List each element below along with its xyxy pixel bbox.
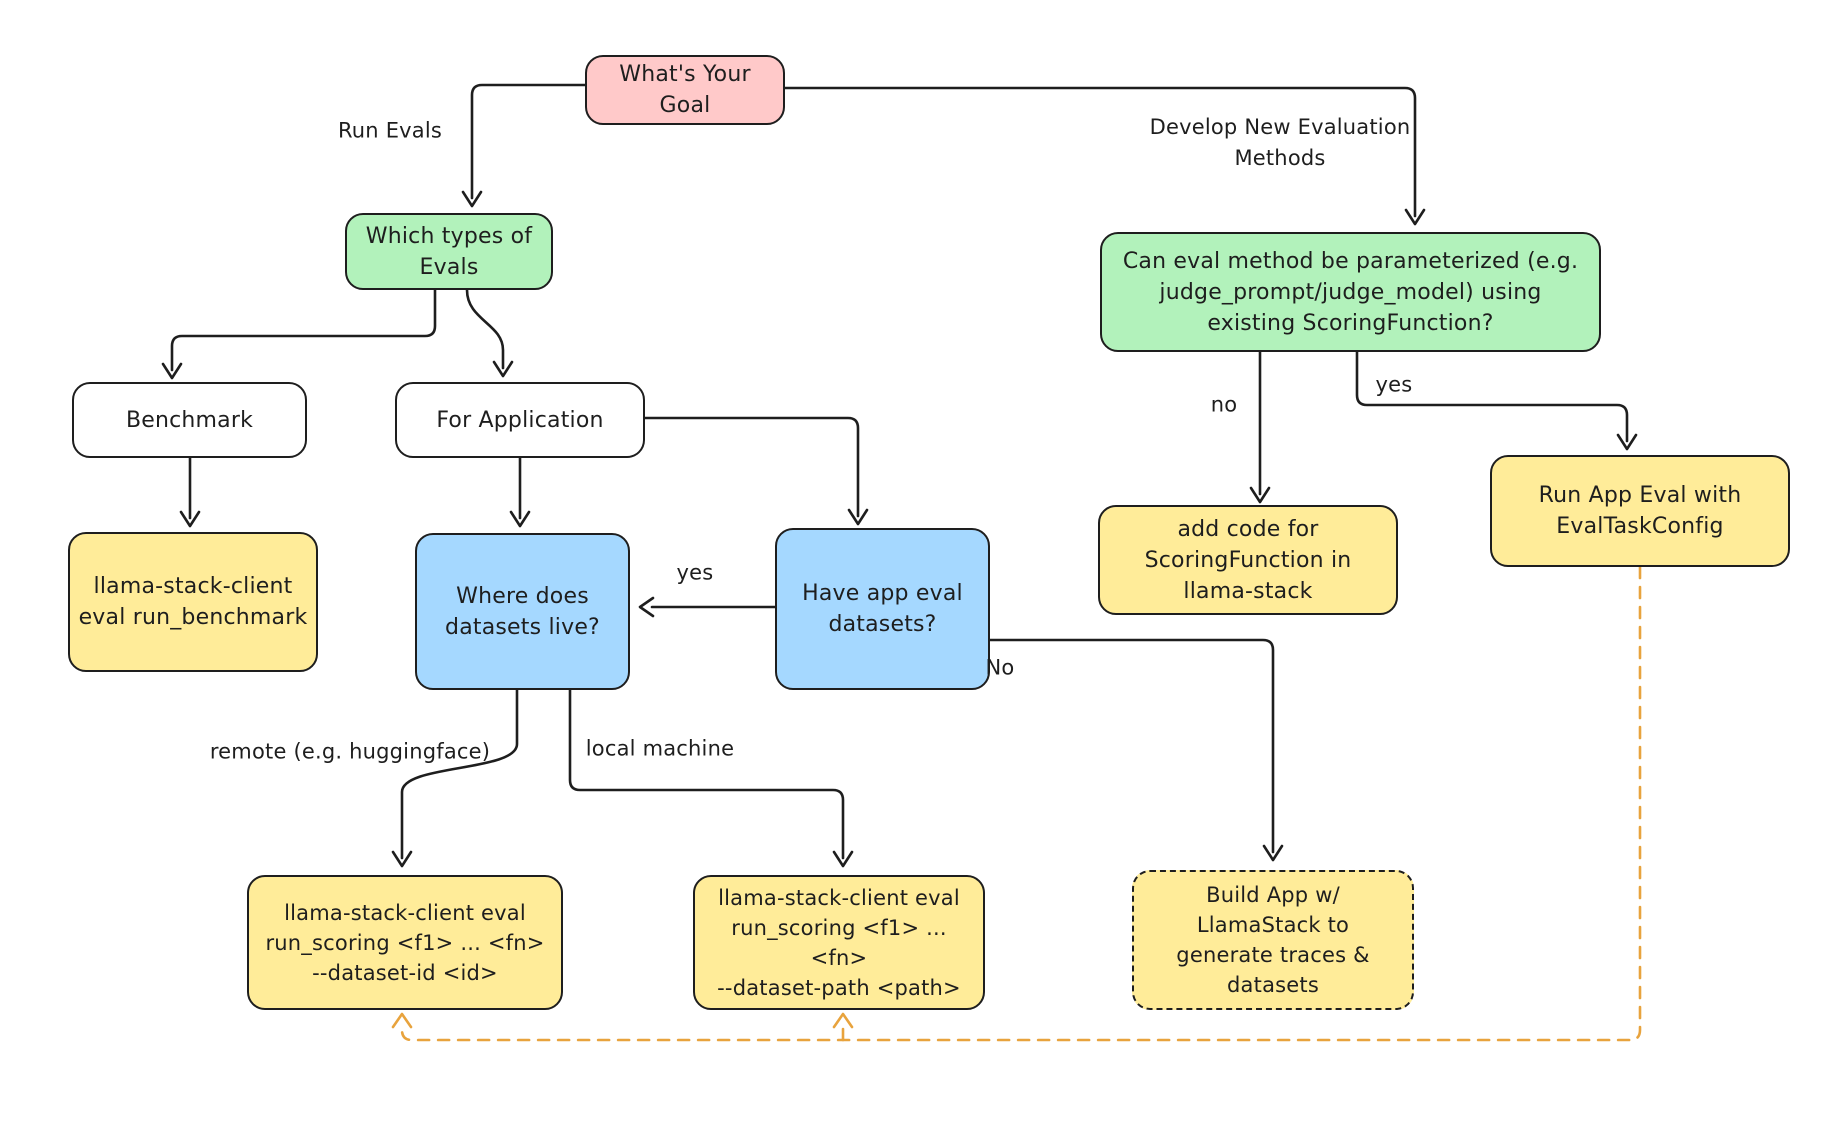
node-label-line: datasets live? (445, 614, 600, 640)
edge-label-yes-have-datasets: yes (676, 560, 714, 585)
node-label-line: datasets (1227, 973, 1319, 997)
node-label-line: Which types of (365, 223, 533, 249)
edge-label-no-have-datasets: No (985, 655, 1015, 680)
node-label-line: EvalTaskConfig (1556, 514, 1724, 539)
arrowhead-down-run-app (1618, 435, 1636, 449)
edge-have-to-build-no (990, 640, 1273, 852)
node-build-app-llamastack (1132, 870, 1414, 1010)
arrowhead-down-build (1264, 846, 1282, 860)
arrowhead-down-benchmark (163, 364, 181, 378)
node-label-line: Build App w/ (1206, 883, 1340, 907)
node-for-application (395, 382, 645, 458)
edge-label-remote: remote (e.g. huggingface) (209, 739, 491, 764)
node-label-line: What's Your (619, 62, 751, 87)
edge-label-no-parameterized: no (1210, 392, 1238, 417)
node-label-line: ScoringFunction in (1144, 547, 1352, 573)
node-benchmark (72, 382, 307, 458)
node-which-types-of-evals (345, 213, 553, 290)
arrowhead-down-local (834, 852, 852, 866)
node-label-line: LlamaStack to (1196, 913, 1350, 937)
arrowhead-down-can-eval (1406, 210, 1424, 224)
node-label-line: add code for (1177, 516, 1319, 542)
edge-label-line: Methods (1234, 146, 1326, 170)
arrowhead-down-which-types (463, 192, 481, 206)
node-label-line: Run App Eval with (1538, 483, 1742, 508)
arrowhead-down-for-application (494, 362, 512, 376)
arrowhead-down-where (511, 512, 529, 526)
node-label-line: Evals (419, 254, 479, 280)
node-label-line: llama-stack-client (93, 574, 293, 599)
node-label-line: Benchmark (125, 407, 254, 433)
edge-label-develop-new-methods (1150, 112, 1411, 174)
node-have-app-eval-datasets (775, 528, 990, 690)
node-where-datasets-live (415, 533, 630, 690)
arrowhead-up-run-scoring-id (393, 1014, 411, 1027)
node-label-line: judge_prompt/judge_model) using (1159, 279, 1542, 305)
node-label-line: Goal (659, 93, 711, 118)
node-label-line: datasets? (828, 612, 937, 637)
edge-goal-to-which-types (472, 85, 585, 198)
edge-where-to-local (570, 690, 843, 858)
edge-where-to-remote (402, 690, 517, 858)
node-label-line: Can eval method be parameterized (e.g. (1122, 248, 1579, 274)
arrowhead-left-where (640, 598, 653, 616)
node-label-line: For Application (436, 407, 604, 433)
node-label-line: generate traces & (1176, 943, 1370, 967)
node-label-line: llama-stack-client eval (284, 900, 526, 925)
node-label-line: llama-stack (1183, 578, 1313, 604)
edge-label-yes-parameterized: yes (1375, 372, 1413, 397)
node-run-benchmark-command (68, 532, 318, 672)
node-run-app-eval (1490, 455, 1790, 567)
arrowhead-down-run-benchmark (181, 512, 199, 526)
edge-label-run-evals: Run Evals (337, 118, 443, 143)
node-label-line: --dataset-path <path> (717, 975, 961, 1000)
node-run-scoring-dataset-path (693, 875, 985, 1010)
arrowhead-down-add-code (1251, 488, 1269, 502)
node-label-line: Have app eval (802, 581, 963, 606)
node-add-code-scoring-function (1098, 505, 1398, 615)
node-label-line: eval run_benchmark (78, 605, 308, 630)
node-label-line: --dataset-id <id> (312, 960, 498, 985)
edge-types-to-for-application (467, 290, 503, 368)
node-label-line: Where does (456, 583, 589, 609)
edge-for-application-to-have (645, 418, 858, 516)
node-run-scoring-dataset-id (247, 875, 563, 1010)
node-label-line: existing ScoringFunction? (1207, 310, 1494, 336)
arrowhead-down-remote (393, 852, 411, 866)
node-label-line: llama-stack-client eval (718, 885, 960, 910)
node-can-eval-parameterized (1100, 232, 1601, 352)
node-whats-your-goal (585, 55, 785, 125)
edge-label-local: local machine (585, 736, 735, 761)
arrowhead-up-run-scoring-path (834, 1014, 852, 1027)
edge-types-to-benchmark (172, 290, 435, 370)
edge-label-line: Develop New Evaluation (1149, 115, 1411, 139)
arrowhead-down-have (849, 510, 867, 524)
node-label-line: run_scoring <f1> ... <fn> (265, 930, 545, 955)
node-label-line: run_scoring <f1> ... <fn> (731, 915, 947, 970)
